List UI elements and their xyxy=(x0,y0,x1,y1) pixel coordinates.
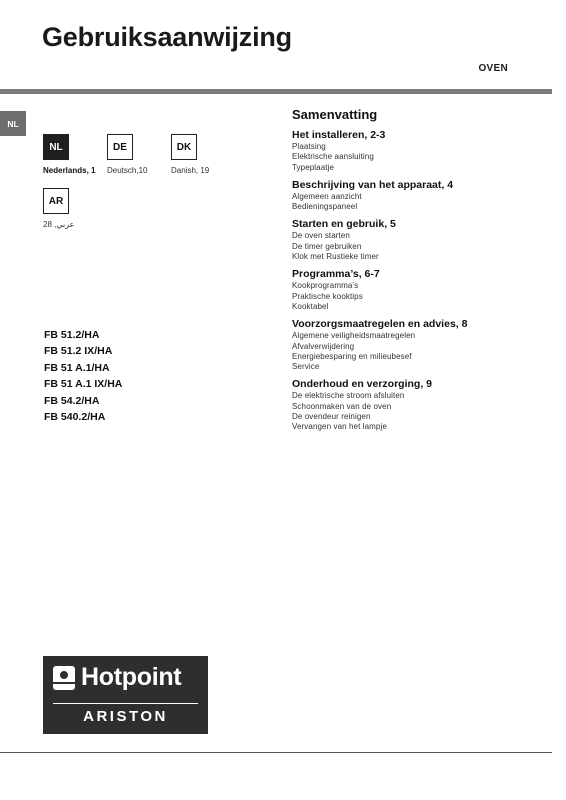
toc-section-heading[interactable]: Programma’s, 6-7 xyxy=(292,268,380,281)
toc-item: Service xyxy=(292,362,320,372)
toc-item: De oven starten xyxy=(292,231,350,241)
toc-section xyxy=(292,129,542,173)
lang-label-nl: Nederlands, 1 xyxy=(43,166,96,175)
toc-item: De timer gebruiken xyxy=(292,241,362,251)
model-name: FB 54.2/HA xyxy=(44,394,100,407)
toc-section-heading[interactable]: Het installeren, 2-3 xyxy=(292,129,386,141)
document-title: Gebruiksaanwijzing xyxy=(42,22,292,52)
model-name: FB 51 A.1/HA xyxy=(44,361,110,374)
toc-section xyxy=(292,318,542,372)
toc-title: Samenvatting xyxy=(292,107,378,122)
toc-section-heading[interactable]: Beschrijving van het apparaat, 4 xyxy=(292,178,454,191)
lang-button-dk[interactable]: DK xyxy=(171,134,197,160)
toc-item: De ovendeur reinigen xyxy=(292,412,371,422)
lang-button-nl[interactable]: NL xyxy=(43,134,69,160)
brand-mark-icon xyxy=(53,666,75,690)
model-name: FB 51.2/HA xyxy=(44,329,100,341)
toc-item: Afvalverwijdering xyxy=(292,341,355,351)
lang-button-ar[interactable]: AR xyxy=(43,188,69,214)
toc-item: De elektrische stroom afsluiten xyxy=(292,391,405,401)
toc-section-heading[interactable]: Onderhoud en verzorging, 9 xyxy=(292,378,433,391)
toc-section xyxy=(292,179,542,213)
lang-label-ar: عربي, 28 xyxy=(43,220,75,229)
toc-item: Energiebesparing en milieubesef xyxy=(292,351,412,361)
footer-divider xyxy=(0,752,552,753)
toc-item: Kookprogramma’s xyxy=(292,281,359,291)
toc-item: Typeplaatje xyxy=(292,162,335,172)
toc-section-heading[interactable]: Starten en gebruik, 5 xyxy=(292,218,396,231)
toc-section xyxy=(292,268,542,312)
model-name: FB 51.2 IX/HA xyxy=(44,345,113,358)
toc-item: Bedieningspaneel xyxy=(292,202,358,212)
toc-item: Elektrische aansluiting xyxy=(292,152,374,162)
model-name: FB 540.2/HA xyxy=(44,411,106,424)
brand-logo xyxy=(43,656,208,734)
toc-item: Plaatsing xyxy=(292,142,326,151)
table-of-contents xyxy=(292,107,542,439)
toc-item: Algemene veiligheidsmaatregelen xyxy=(292,331,416,341)
toc-item: Vervangen van het lampje xyxy=(292,422,387,432)
header-divider xyxy=(0,89,552,94)
lang-label-dk: Danish, 19 xyxy=(171,166,210,175)
model-name: FB 51 A.1 IX/HA xyxy=(44,378,123,391)
brand-name-primary: Hotpoint xyxy=(81,663,182,691)
brand-divider xyxy=(53,703,198,704)
toc-item: Praktische kooktips xyxy=(292,291,363,301)
language-tab-nl: NL xyxy=(0,111,26,136)
toc-section xyxy=(292,378,542,432)
toc-section xyxy=(292,218,542,262)
toc-item: Algemeen aanzicht xyxy=(292,191,362,201)
lang-button-de[interactable]: DE xyxy=(107,134,133,160)
product-type: OVEN xyxy=(478,63,508,74)
brand-name-secondary: ARISTON xyxy=(83,708,168,725)
toc-item: Schoonmaken van de oven xyxy=(292,401,392,411)
lang-label-de: Deutsch,10 xyxy=(107,166,148,175)
model-list xyxy=(44,327,122,425)
toc-item: Klok met Rustieke timer xyxy=(292,252,379,262)
toc-section-heading[interactable]: Voorzorgsmaatregelen en advies, 8 xyxy=(292,318,468,331)
toc-item: Kooktabel xyxy=(292,301,329,311)
